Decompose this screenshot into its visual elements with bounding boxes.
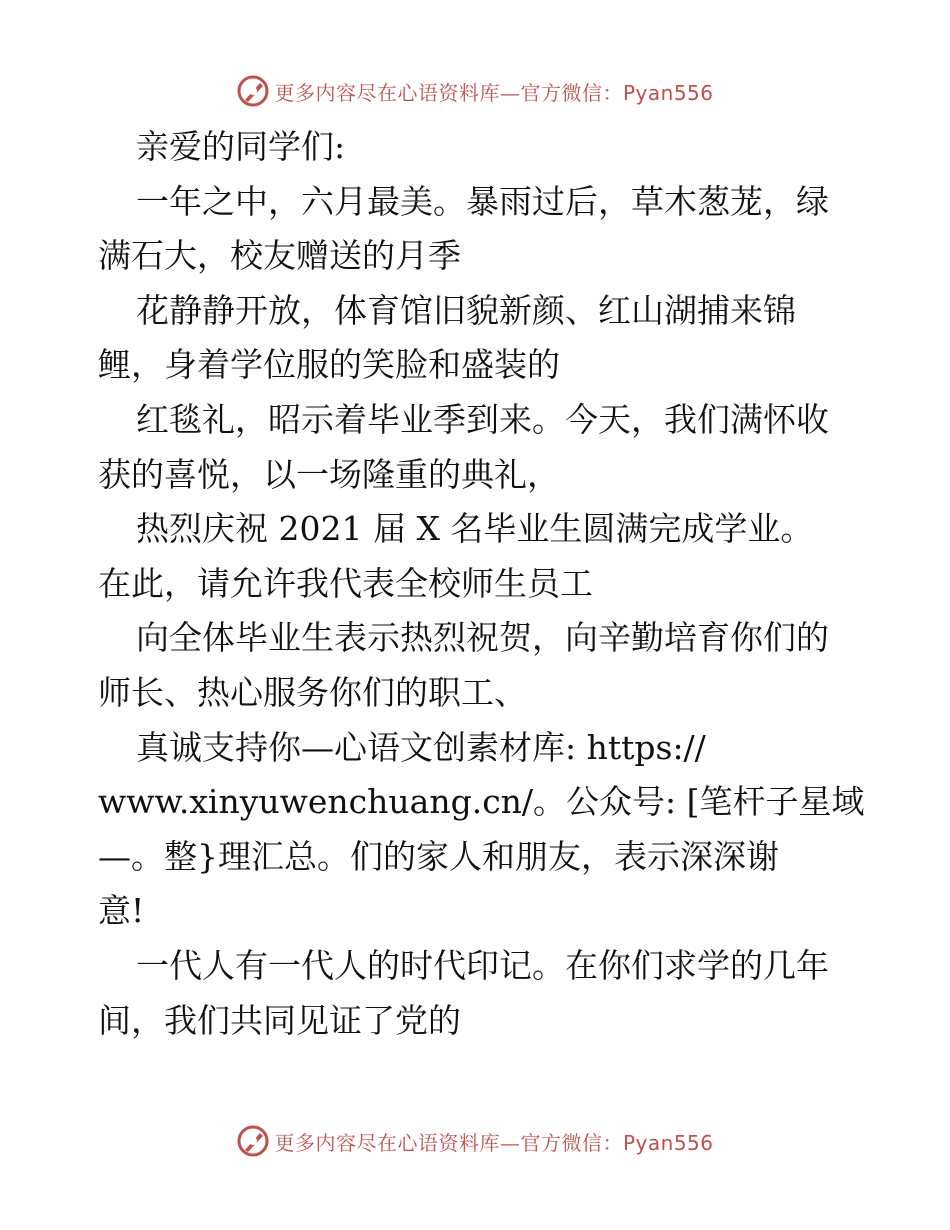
footer-watermark bbox=[0, 1121, 950, 1161]
text-line: 一代人有一代人的时代印记。在你们求学的几年 bbox=[136, 945, 829, 985]
text-line: 在此，请允许我代表全校师生员工 bbox=[98, 563, 593, 603]
pen-logo-icon bbox=[236, 74, 270, 108]
text-line: 满石大，校友赠送的月季 bbox=[98, 236, 461, 276]
text-line: 向全体毕业生表示热烈祝贺，向辛勤培育你们的 bbox=[136, 618, 829, 658]
text-line: 一年之中，六月最美。暴雨过后，草木葱茏，绿 bbox=[136, 181, 829, 221]
text-line: 红毯礼，昭示着毕业季到来。今天，我们满怀收 bbox=[136, 399, 829, 439]
text-line: 花静静开放，体育馆旧貌新颜、红山湖捕来锦 bbox=[136, 290, 796, 330]
text-line: www.xinyuwenchuang.cn/。公众号: [笔杆子星域 bbox=[98, 782, 865, 822]
text-line: 意! bbox=[98, 891, 145, 931]
text-line: 热烈庆祝 2021 届 X 名毕业生圆满完成学业。 bbox=[136, 509, 814, 549]
text-line: 鲤，身着学位服的笑脸和盛装的 bbox=[98, 345, 560, 385]
pen-logo-icon bbox=[236, 1124, 270, 1158]
watermark-text: 更多内容尽在心语资料库—官方微信：Pyan556 bbox=[274, 1130, 714, 1155]
speech-body bbox=[98, 120, 865, 1048]
text-line: 亲爱的同学们: bbox=[136, 127, 346, 166]
text-line: 师长、热心服务你们的职工、 bbox=[98, 672, 527, 712]
watermark-text: 更多内容尽在心语资料库—官方微信：Pyan556 bbox=[274, 80, 714, 105]
text-line: 真诚支持你—心语文创素材库: https:// bbox=[136, 727, 706, 767]
text-line: 间，我们共同见证了党的 bbox=[98, 1000, 461, 1040]
text-line: 获的喜悦，以一场隆重的典礼， bbox=[98, 454, 560, 494]
header-watermark bbox=[0, 71, 950, 111]
text-line: —。整}理汇总。们的家人和朋友，表示深深谢 bbox=[98, 836, 779, 876]
